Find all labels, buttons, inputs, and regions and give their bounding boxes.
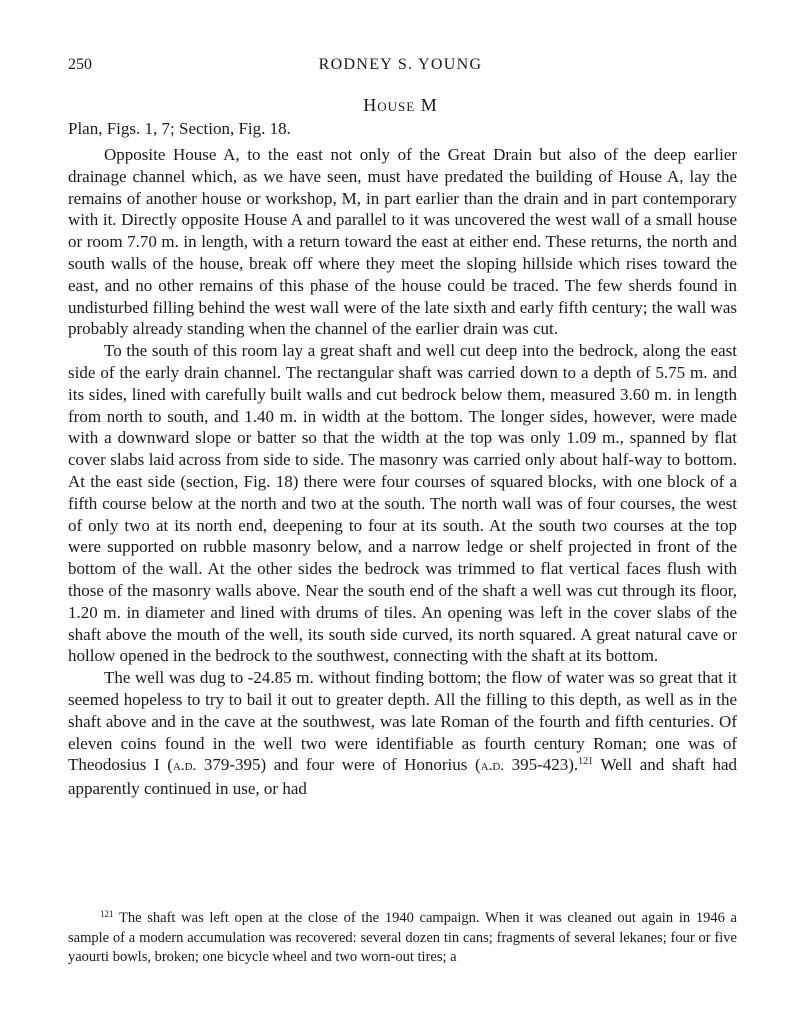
text-span: 395-423). [504,755,579,775]
body-text [68,144,737,800]
running-title: RODNEY S. YOUNG [318,56,483,73]
era-abbreviation: a.d. [480,758,505,775]
plan-reference: Plan, Figs. 1, 7; Section, Fig. 18. [68,119,291,138]
footnote-text: The shaft was left open at the close of the 1940 campaign. When it was cleaned out again in 1946 a sample of a modern accumulation was recovered: several dozen tin cans; fragments of several lekanes; four or five yaourti bowls, broken; one bicycle wheel and two worn-out tires; a [68,910,737,966]
page-number: 250 [68,56,92,73]
text-span: Well and shaft had apparently continued in use, or had [68,755,737,799]
paragraph [68,667,737,800]
paragraph: To the south of this room lay a great shaft and well cut deep into the bedrock, along the east side of the early drain channel. The rectangular shaft was carried down to a depth of 5.75 m. and its sides, lined with carefully built walls and cut bedrock below them, measured 3.60 m. in length from north to south, and 1.40 m. in width at the bottom. The longer sides, however, were made with a downward slope or batter so that the width at the top was only 1.09 m., spanned by flat cover slabs laid across from side to side. The masonry was carried only about half-way to bottom. At the east side (section, Fig. 18) there were four courses of squared blocks, with one block of a fifth course below at the north and two at the south. The north wall was of four courses, the west of only two at its north end, deepening to four at its south. At the south two courses at the top were supported on rubble masonry below, and a narrow ledge or shelf projected in front of the bottom of the wall. At the other sides the bedrock was trimmed to flat vertical faces flush with those of the masonry walls above. Near the south end of the shaft a well was cut through its floor, 1.20 m. in diameter and lined with drums of tiles. An opening was left in the cover slabs of the shaft above the mouth of the well, its south side curved, its north squared. A great natural cave or hollow opened in the bedrock to the southwest, connecting with the shaft at its bottom. [68,341,737,666]
footnote [68,909,737,968]
paragraph: Opposite House A, to the east not only of the Great Drain but also of the deep earlier drainage channel which, as we have seen, must have predated the building of House A, lay the remains of another house or workshop, M, in part earlier than the drain and in part contemporary with it. Directly opposite House A and parallel to it was uncovered the west wall of a small house or room 7.70 m. in length, with a return toward the east at either end. These returns, the north and south walls of the house, break off where they meet the sloping hillside which rises toward the east, and no other remains of this phase of the house could be traced. The few sherds found in undisturbed filling behind the west wall were of the late sixth and early fifth century; the wall was probably already standing when the channel of the earlier drain was cut. [68,145,737,339]
section-title: House M [363,95,438,115]
era-abbreviation: a.d. [172,758,197,775]
running-head [68,56,733,80]
footnote-number: 121 [100,909,114,919]
text-span: 379-395) and four were of Honorius ( [196,755,481,775]
text-span: The well was dug to -24.85 m. without finding bottom; the flow of water was so great that it seemed hopeless to try to bail it out to greater depth. All the filling to this depth, as well as in the shaft above and in the cave at the southwest, was late Roman of the fourth and fifth centuries. Of eleven coins found in the well two were identifiable as fourth century Roman; one was of Theodosius I ( [68,668,737,775]
footnote-reference[interactable]: 121 [578,756,594,768]
